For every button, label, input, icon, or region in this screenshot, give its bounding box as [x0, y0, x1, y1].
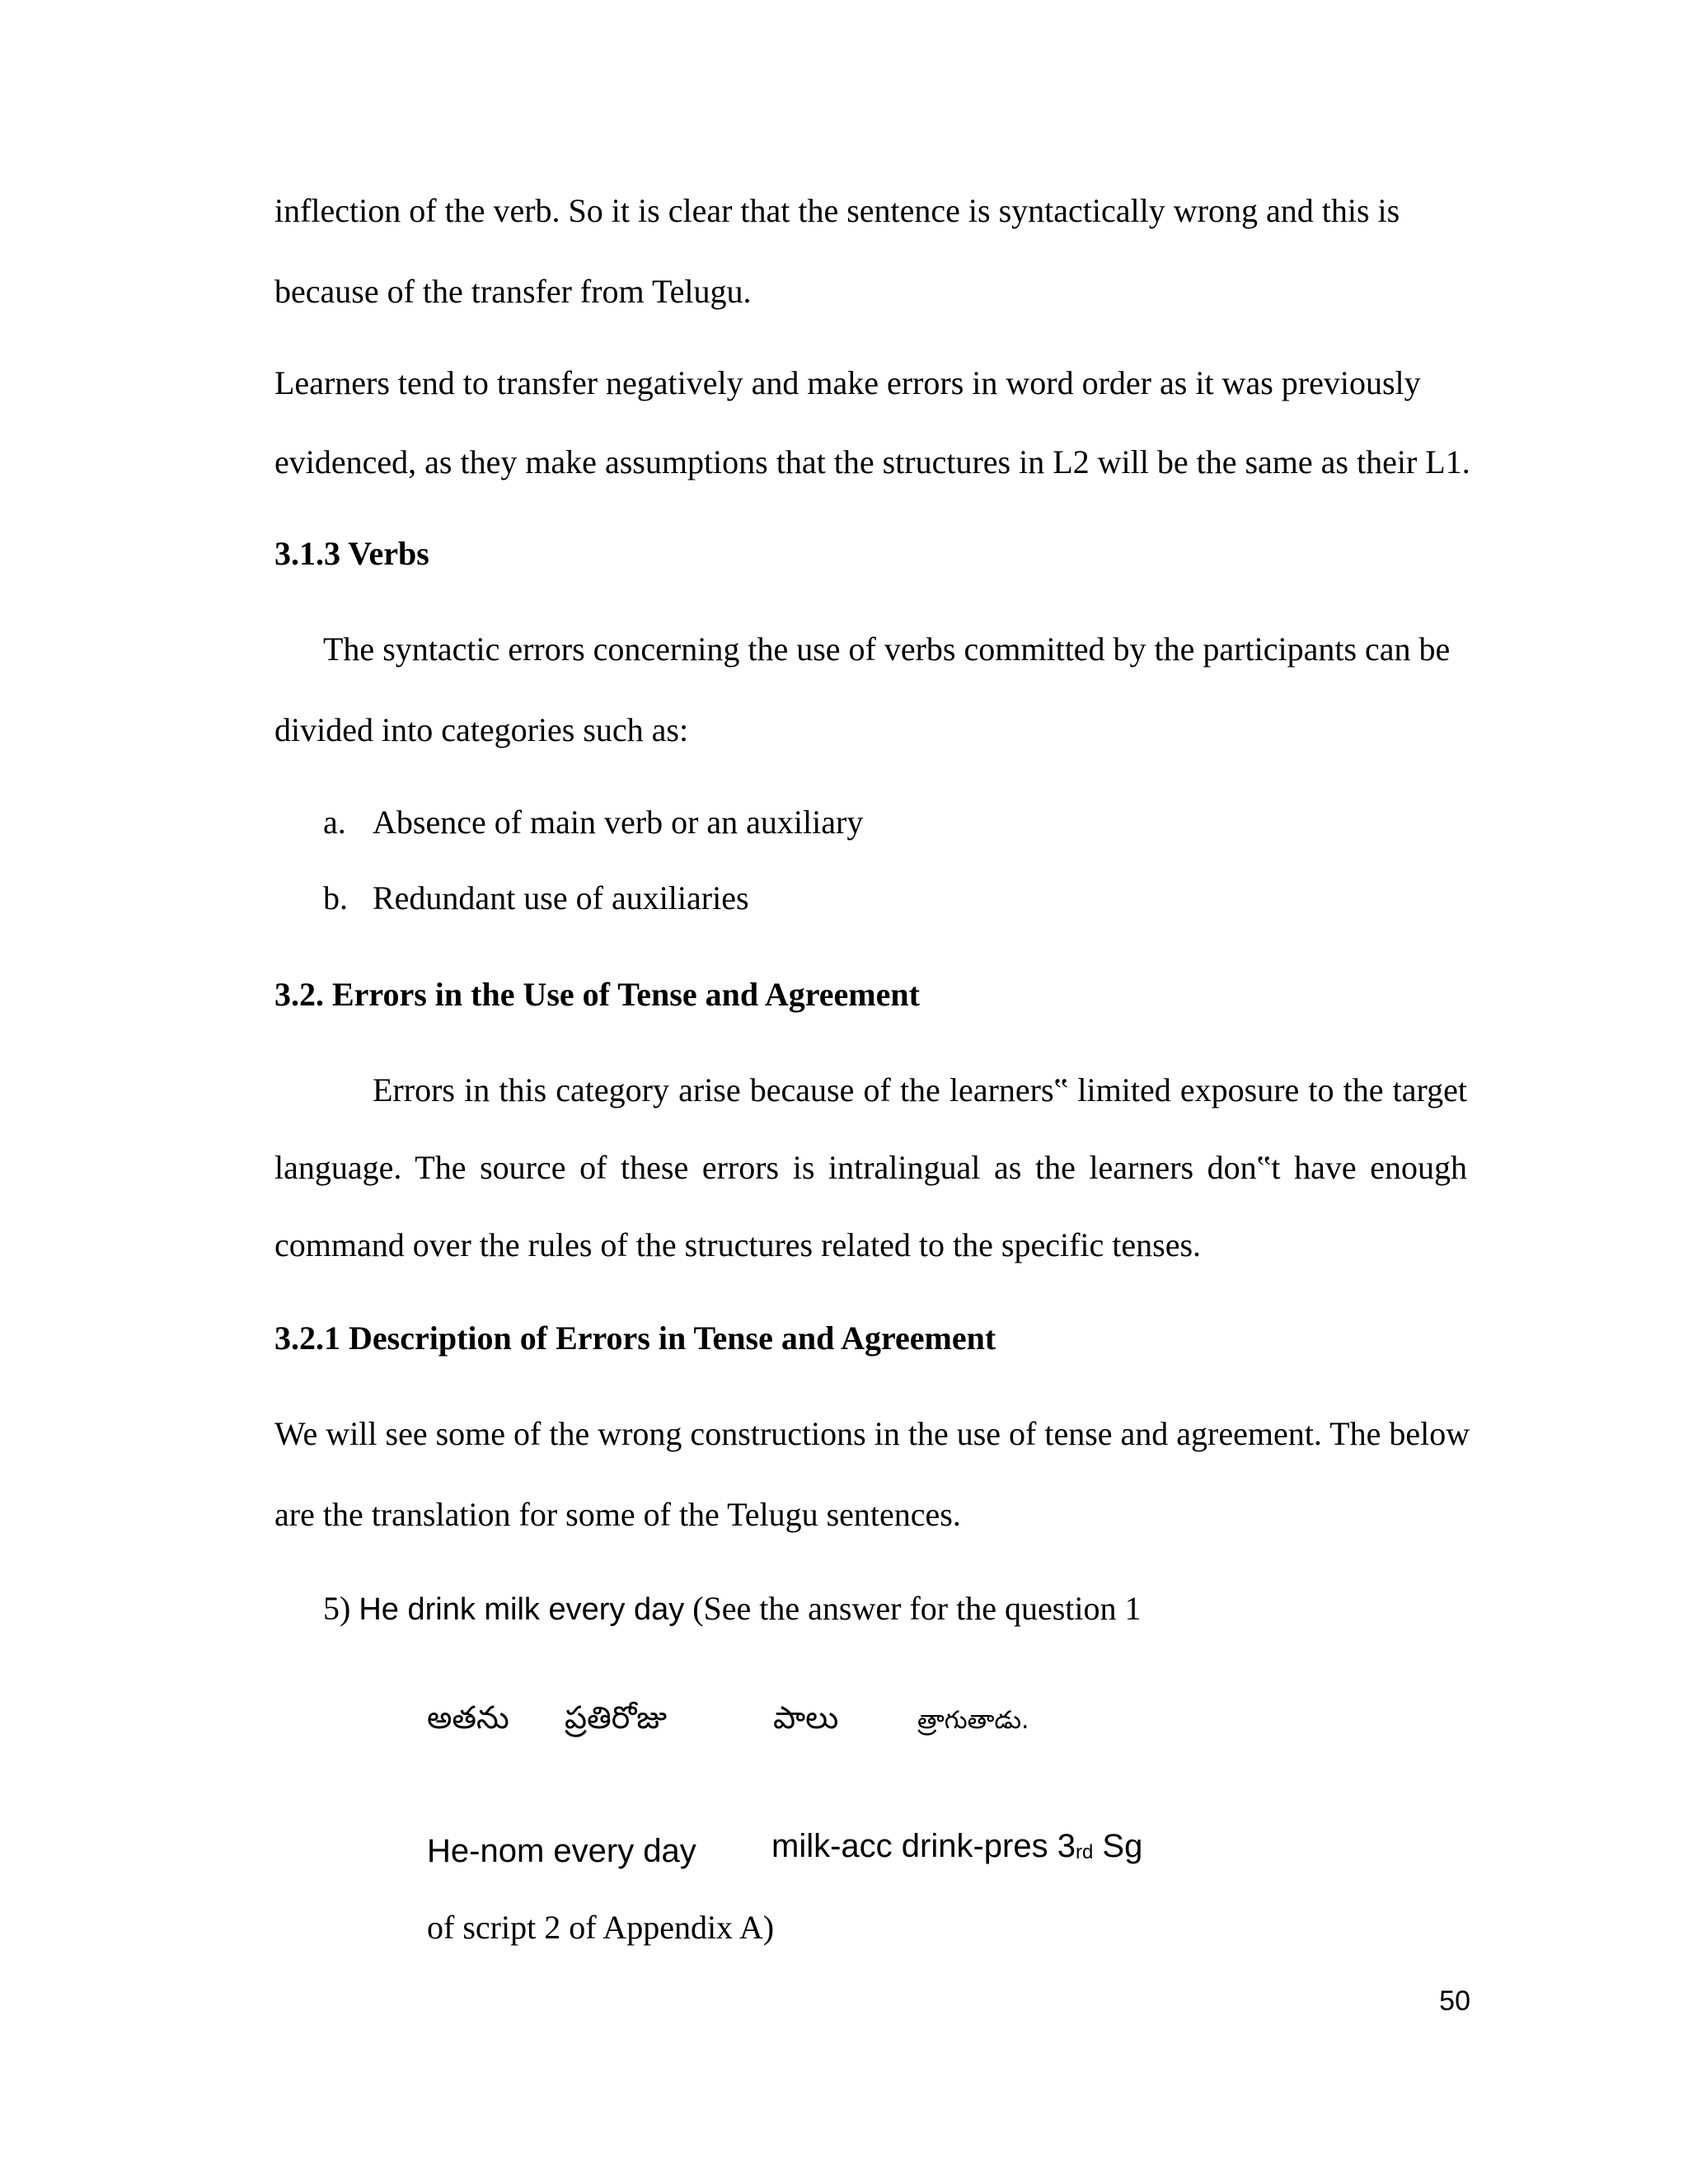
body-text-line: divided into categories such as:: [274, 711, 689, 748]
list-marker: b.: [323, 879, 348, 916]
example-sentence: He drink milk every day: [359, 1592, 685, 1627]
example-note: (See the answer for the question 1: [692, 1590, 1142, 1627]
page-number: 50: [1439, 1985, 1470, 2017]
gloss-right-main: milk-acc drink-pres 3: [771, 1828, 1076, 1864]
gloss-right-end: Sg: [1093, 1828, 1143, 1864]
telugu-word: పాలు: [773, 1699, 839, 1736]
section-heading-3-2-1: 3.2.1 Description of Errors in Tense and Agreement: [274, 1319, 996, 1357]
body-text-line: are the translation for some of the Telugu sentences.: [274, 1496, 961, 1533]
gloss-right: [771, 1826, 1142, 1872]
example-5: [323, 1589, 1142, 1629]
telugu-word: త్రాగుతాడు.: [917, 1706, 1029, 1735]
body-text-line: command over the rules of the structures related to the specific tenses.: [274, 1226, 1202, 1263]
body-text-line: evidenced, as they make assumptions that the structures in L2 will be the same as their L1.: [274, 443, 1470, 480]
list-marker: a.: [323, 804, 346, 841]
body-text-line: Learners tend to transfer negatively and make errors in word order as it was previously: [274, 364, 1421, 401]
list-item: Absence of main verb or an auxiliary: [373, 804, 864, 841]
body-text-line: Errors in this category arise because of the learners‟ limited exposure to the target: [373, 1071, 1467, 1108]
section-heading-3-2: 3.2. Errors in the Use of Tense and Agreement: [274, 976, 920, 1013]
telugu-word: ప్రతిరోజు: [565, 1699, 668, 1736]
body-text-line: inflection of the verb. So it is clear that the sentence is syntactically wrong and this is: [274, 192, 1400, 229]
body-text-line: We will see some of the wrong constructions in the use of tense and agreement. The below: [274, 1415, 1470, 1452]
example-number: 5): [323, 1590, 351, 1627]
section-heading-3-1-3: 3.1.3 Verbs: [274, 535, 429, 572]
body-text-line: The syntactic errors concerning the use of verbs committed by the participants can be: [323, 630, 1451, 668]
body-text-line: because of the transfer from Telugu.: [274, 273, 752, 310]
example-note-end: of script 2 of Appendix A): [427, 1909, 775, 1946]
telugu-word: అతను: [427, 1699, 509, 1736]
gloss-superscript: rd: [1075, 1841, 1094, 1863]
gloss-left: He-nom every day: [427, 1833, 696, 1869]
body-text-line: language. The source of these errors is intralingual as the learners don‟t have enough: [274, 1149, 1467, 1186]
list-item: Redundant use of auxiliaries: [373, 879, 749, 916]
